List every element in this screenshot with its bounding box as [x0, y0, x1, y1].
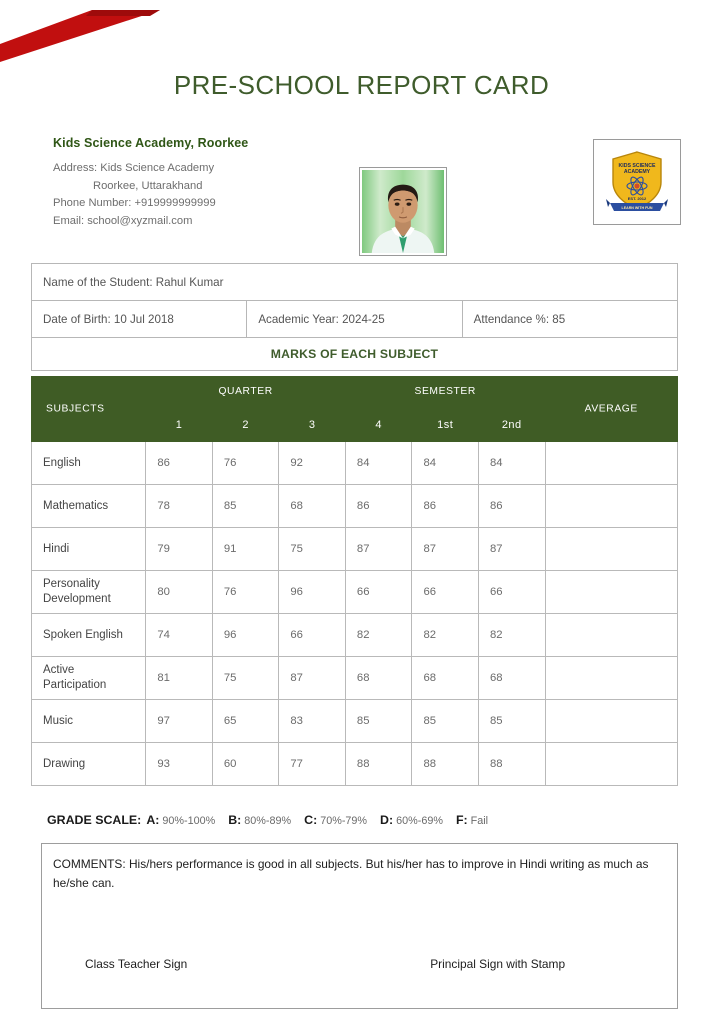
mark-cell-s1: 88 — [412, 743, 479, 786]
mark-cell-average — [545, 614, 677, 657]
mark-cell-s2: 87 — [478, 528, 545, 571]
header-subjects-label: SUBJECTS — [46, 403, 105, 415]
mark-cell-q1: 79 — [146, 528, 213, 571]
mark-cell-q4: 85 — [345, 700, 412, 743]
mark-cell-s1: 85 — [412, 700, 479, 743]
mark-cell-s2: 84 — [478, 442, 545, 485]
mark-cell-q2: 91 — [212, 528, 279, 571]
header-quarter-4-label: 4 — [375, 419, 382, 431]
mark-cell-q2: 65 — [212, 700, 279, 743]
mark-cell-q1: 97 — [146, 700, 213, 743]
page-title: PRE-SCHOOL REPORT CARD — [173, 70, 550, 100]
svg-text:EST. 2012: EST. 2012 — [627, 196, 647, 201]
marks-table — [31, 376, 678, 786]
marks-table-header-row — [32, 377, 678, 442]
student-dob-cell: Date of Birth: 10 Jul 2018 — [32, 301, 247, 338]
mark-cell-average — [545, 657, 677, 700]
subject-name-cell: Music — [32, 700, 146, 743]
mark-cell-s1: 66 — [412, 571, 479, 614]
mark-cell-q3: 77 — [279, 743, 346, 786]
header-quarter-2 — [212, 377, 279, 442]
subject-name-cell: Mathematics — [32, 485, 146, 528]
mark-cell-s1: 86 — [412, 485, 479, 528]
grade-range-B: 80%-89% — [244, 815, 292, 827]
marks-table-body — [32, 442, 678, 786]
mark-cell-q3: 75 — [279, 528, 346, 571]
mark-cell-average — [545, 528, 677, 571]
school-phone: Phone Number: +919999999999 — [53, 197, 216, 209]
table-row — [32, 528, 678, 571]
student-name-cell: Name of the Student: Rahul Kumar — [32, 264, 678, 301]
mark-cell-q4: 84 — [345, 442, 412, 485]
header-quarter-1 — [146, 377, 213, 442]
grade-letter-D: D: — [380, 813, 394, 827]
student-info-table — [31, 263, 678, 371]
subject-name-cell: English — [32, 442, 146, 485]
header-quarter-group-label: QUARTER — [218, 386, 273, 397]
header-quarter-2-label: 2 — [242, 419, 249, 431]
mark-cell-q1: 81 — [146, 657, 213, 700]
mark-cell-q1: 86 — [146, 442, 213, 485]
grade-letter-F: F: — [455, 813, 468, 827]
mark-cell-q2: 76 — [212, 442, 279, 485]
header-quarter-3 — [279, 377, 346, 442]
subject-name-cell: Spoken English — [32, 614, 146, 657]
signature-row — [42, 957, 677, 971]
table-row — [32, 264, 678, 301]
mark-cell-s1: 87 — [412, 528, 479, 571]
academic-year-cell: Academic Year: 2024-25 — [247, 301, 462, 338]
school-name: Kids Science Academy, Roorkee — [53, 136, 249, 150]
mark-cell-q4: 86 — [345, 485, 412, 528]
mark-cell-q1: 78 — [146, 485, 213, 528]
mark-cell-q1: 93 — [146, 743, 213, 786]
comments-text: COMMENTS: His/hers performance is good in all subjects. But his/her has to improve in Hindi writing as much as he/she can. — [53, 857, 649, 890]
header-average — [545, 377, 677, 442]
mark-cell-s1: 82 — [412, 614, 479, 657]
mark-cell-average — [545, 571, 677, 614]
table-row — [32, 442, 678, 485]
header-semester-1 — [412, 377, 479, 442]
header-quarter-1-label: 1 — [175, 419, 183, 431]
table-row — [32, 338, 678, 371]
mark-cell-average — [545, 485, 677, 528]
mark-cell-q3: 83 — [279, 700, 346, 743]
mark-cell-q2: 76 — [212, 571, 279, 614]
mark-cell-s1: 68 — [412, 657, 479, 700]
mark-cell-average — [545, 700, 677, 743]
header-subjects — [32, 377, 146, 442]
svg-text:LEARN WITH FUN: LEARN WITH FUN — [621, 206, 653, 210]
mark-cell-q4: 66 — [345, 571, 412, 614]
svg-text:ACADEMY: ACADEMY — [623, 169, 651, 175]
mark-cell-q3: 66 — [279, 614, 346, 657]
mark-cell-q4: 88 — [345, 743, 412, 786]
attendance-cell: Attendance %: 85 — [462, 301, 677, 338]
grade-letter-A: A: — [146, 813, 160, 827]
grade-letter-B: B: — [228, 813, 242, 827]
mark-cell-q4: 82 — [345, 614, 412, 657]
grade-scale — [47, 813, 687, 827]
table-row — [32, 485, 678, 528]
grade-scale-label: GRADE SCALE: — [47, 813, 142, 827]
header-average-label: AVERAGE — [584, 403, 638, 415]
mark-cell-s2: 68 — [478, 657, 545, 700]
mark-cell-s2: 88 — [478, 743, 545, 786]
mark-cell-average — [545, 442, 677, 485]
school-email: Email: school@xyzmail.com — [53, 214, 193, 227]
mark-cell-q1: 80 — [146, 571, 213, 614]
header-quarter-3-label: 3 — [308, 419, 316, 431]
mark-cell-q3: 96 — [279, 571, 346, 614]
header-quarter-4 — [345, 377, 412, 442]
mark-cell-q4: 87 — [345, 528, 412, 571]
mark-cell-s2: 82 — [478, 614, 545, 657]
school-info-block — [53, 136, 333, 230]
grade-range-A: 90%-100% — [162, 815, 216, 827]
school-address-line-2: Roorkee, Uttarakhand — [93, 179, 203, 192]
svg-text:KIDS SCIENCE: KIDS SCIENCE — [618, 163, 656, 169]
mark-cell-q2: 60 — [212, 743, 279, 786]
table-row — [32, 301, 678, 338]
student-photo-frame — [359, 167, 447, 256]
header-semester-group-label: SEMESTER — [414, 386, 476, 397]
school-logo-frame — [593, 139, 681, 225]
header-semester-2-label: 2nd — [501, 419, 522, 431]
principal-sign-label: Principal Sign with Stamp — [430, 957, 566, 971]
student-photo — [362, 170, 444, 253]
table-row — [32, 743, 678, 786]
subject-name-cell: Drawing — [32, 743, 146, 786]
mark-cell-average — [545, 743, 677, 786]
mark-cell-q4: 68 — [345, 657, 412, 700]
school-logo-icon — [606, 149, 668, 215]
class-teacher-sign-label: Class Teacher Sign — [85, 957, 188, 971]
mark-cell-s2: 66 — [478, 571, 545, 614]
subject-name-cell: Hindi — [32, 528, 146, 571]
subject-name-cell: Personality Development — [32, 571, 146, 614]
grade-range-C: 70%-79% — [320, 815, 368, 827]
subject-name-cell: Active Participation — [32, 657, 146, 700]
mark-cell-q2: 96 — [212, 614, 279, 657]
mark-cell-s2: 86 — [478, 485, 545, 528]
mark-cell-q2: 75 — [212, 657, 279, 700]
mark-cell-q3: 87 — [279, 657, 346, 700]
mark-cell-q3: 92 — [279, 442, 346, 485]
header-semester-1-label: 1st — [437, 419, 454, 431]
table-row — [32, 614, 678, 657]
mark-cell-s2: 85 — [478, 700, 545, 743]
mark-cell-q2: 85 — [212, 485, 279, 528]
grade-range-F: Fail — [470, 815, 489, 827]
table-row — [32, 657, 678, 700]
red-corner-ribbon-decoration — [0, 0, 160, 62]
comments-box — [41, 843, 678, 1009]
grade-range-D: 60%-69% — [396, 815, 443, 827]
mark-cell-s1: 84 — [412, 442, 479, 485]
table-row — [32, 571, 678, 614]
mark-cell-q3: 68 — [279, 485, 346, 528]
marks-section-banner: MARKS OF EACH SUBJECT — [32, 338, 678, 371]
header-semester-2 — [478, 377, 545, 442]
table-row — [32, 700, 678, 743]
school-address-line-1: Address: Kids Science Academy — [53, 162, 215, 174]
grade-letter-C: C: — [304, 813, 318, 827]
mark-cell-q1: 74 — [146, 614, 213, 657]
